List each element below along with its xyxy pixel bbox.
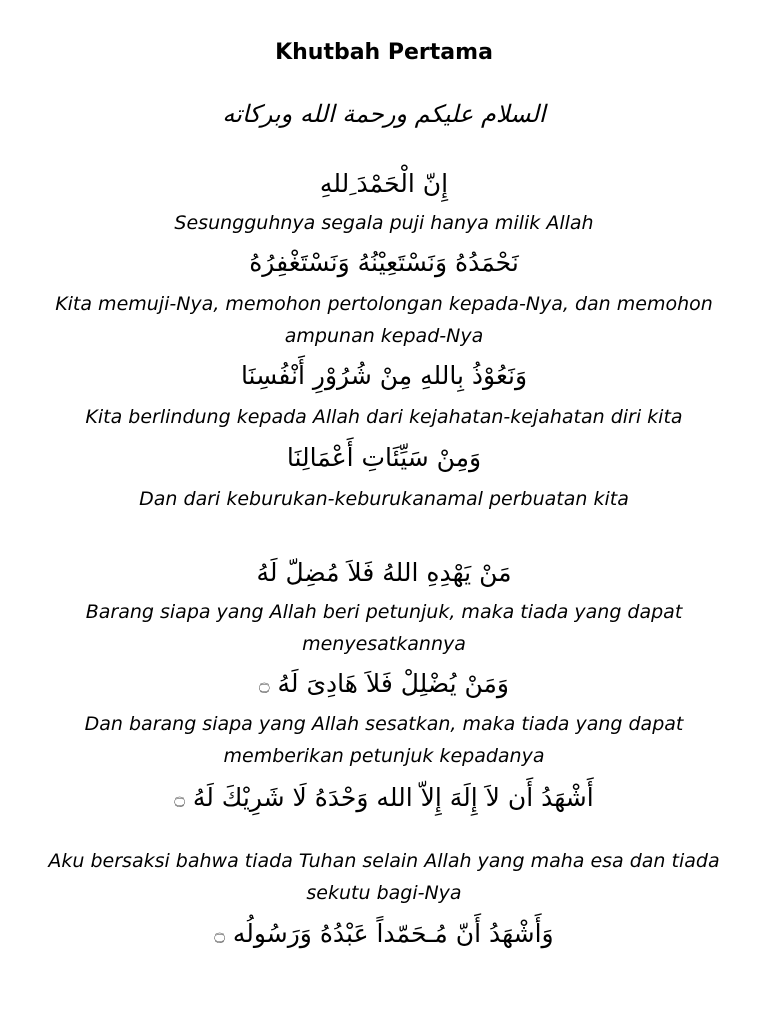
arabic-line-5: مَنْ يَهْدِهِ اللهُ فَلاَ مُضِلّ لَهُ	[256, 558, 512, 587]
arabic-line-2: نَحْمَدُهُ وَنَسْتَعِيْنُهُ وَنَسْتَغْفِرُهُ	[249, 248, 519, 277]
arabic-line-1: إِنّ الْحَمْدَ ِللهِ	[319, 169, 449, 198]
arabic-text-7: أَشْهَدُ أَن لاَ إِلَهَ إِلاّ الله وَحْدَهُ لَا شَرِيْكَ لَهُ	[192, 783, 594, 812]
arabic-line-8	[0, 914, 768, 955]
translation-line-7: Aku bersaksi bahwa tiada Tuhan selain Allah yang maha esa dan tiada sekutu bagi-Nya	[48, 850, 720, 904]
salam-greeting: السلام عليكم ورحمة الله وبركاته	[222, 100, 546, 128]
translation-line-6: Dan barang siapa yang Allah sesatkan, maka tiada yang dapat memberikan petunjuk kepadanya	[84, 713, 684, 767]
translation-line-4: Dan dari keburukan-keburukanamal perbuatan kita	[139, 488, 629, 510]
arabic-line-6	[0, 664, 768, 705]
arabic-line-7	[0, 778, 768, 819]
arabic-line-4: وَمِنْ سَيِّئَاتِ أَعْمَالِنَا	[286, 443, 482, 472]
arabic-text-8: وَأَشْهَدُ أَنّ مُـحَمّداً عَبْدُهُ وَرَسُولُه	[232, 919, 554, 948]
ayah-end-ornament-icon: ۝	[258, 674, 270, 695]
translation-line-1: Sesungguhnya segala puji hanya milik Allah	[174, 212, 594, 234]
arabic-line-3: وَنَعُوْذُ بِاللهِ مِنْ شُرُوْرِ أَنْفُسِنَا	[240, 361, 528, 390]
arabic-text-6: وَمَنْ يُضْلِلْ فَلاَ هَادِىَ لَهُ	[277, 669, 510, 698]
ayah-end-ornament-icon: ۝	[174, 788, 185, 809]
translation-line-2: Kita memuji-Nya, memohon pertolongan kepada-Nya, dan memohon ampunan kepad-Nya	[55, 293, 713, 347]
translation-line-5: Barang siapa yang Allah beri petunjuk, maka tiada yang dapat menyesatkannya	[85, 601, 683, 655]
page-title: Khutbah Pertama	[275, 40, 493, 65]
translation-line-3: Kita berlindung kepada Allah dari kejahatan-kejahatan diri kita	[85, 406, 683, 428]
ayah-end-ornament-icon: ۝	[214, 924, 225, 945]
